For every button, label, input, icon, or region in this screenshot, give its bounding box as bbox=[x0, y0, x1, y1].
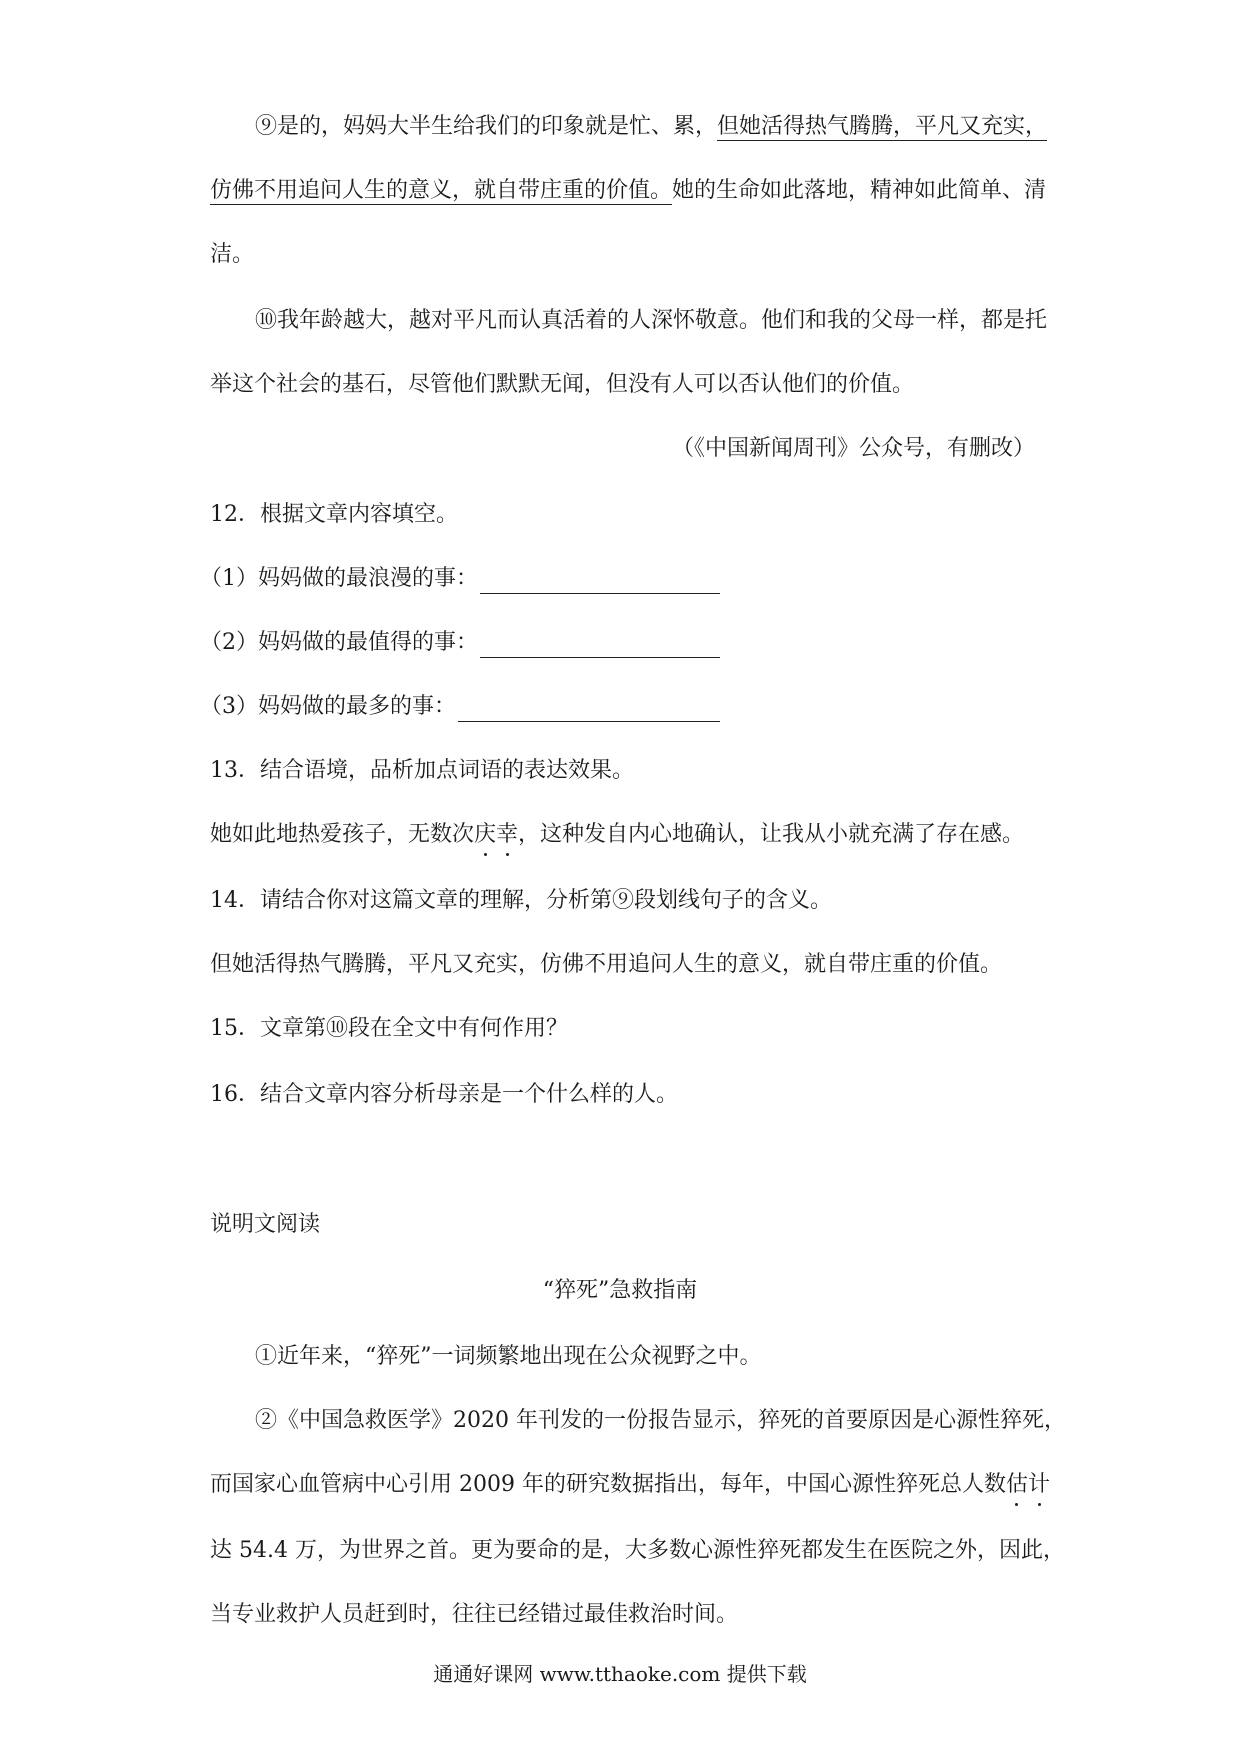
paragraph-9-line-2 bbox=[210, 176, 1047, 206]
question-text: （3）妈妈做的最多的事： bbox=[200, 694, 456, 719]
question-13-sentence bbox=[210, 820, 1040, 850]
paragraph-2-line-4: 当专业救护人员赶到时，往往已经错过最佳救治时间。 bbox=[210, 1602, 739, 1627]
paragraph-2-line-3: 达 54.4 万，为世界之首。更为要命的是，大多数心源性猝死都发生在医院之外，因此， bbox=[210, 1538, 1065, 1563]
dotted-character: 幸 bbox=[496, 822, 519, 847]
answer-blank[interactable] bbox=[458, 697, 720, 722]
answer-blank[interactable] bbox=[480, 569, 720, 594]
paragraph-9-line-3: 洁。 bbox=[210, 242, 255, 267]
paragraph-9-line-1 bbox=[255, 112, 1048, 142]
question-15: 15．文章第⑩段在全文中有何作用？ bbox=[210, 1016, 568, 1041]
dotted-character: 估 bbox=[1005, 1472, 1028, 1497]
question-13: 13．结合语境，品析加点词语的表达效果。 bbox=[210, 758, 634, 783]
paragraph-2-line-2 bbox=[210, 1470, 1051, 1500]
underlined-sentence: 但她活得热气腾腾，平凡又充实， bbox=[717, 114, 1048, 139]
paragraph-10-line-1: ⑩我年龄越大，越对平凡而认真活着的人深怀敬意。他们和我的父母一样，都是托 bbox=[255, 308, 1048, 333]
text: 而国家心血管病中心引用 2009 年的研究数据指出，每年，中国心源性猝死总人数 bbox=[210, 1472, 1006, 1497]
question-12: 12．根据文章内容填空。 bbox=[210, 502, 458, 527]
question-text: （1）妈妈做的最浪漫的事： bbox=[200, 566, 478, 591]
source-citation: （《中国新闻周刊》公众号，有删改） bbox=[671, 436, 1035, 461]
paragraph-10-line-2: 举这个社会的基石，尽管他们默默无闻，但没有人可以否认他们的价值。 bbox=[210, 372, 915, 397]
text: ⑨是的，妈妈大半生给我们的印象就是忙、累， bbox=[255, 114, 718, 139]
text: 她如此地热爱孩子，无数次 bbox=[210, 822, 475, 847]
question-14-quote: 但她活得热气腾腾，平凡又充实，仿佛不用追问人生的意义，就自带庄重的价值。 bbox=[210, 952, 1003, 977]
question-12-1 bbox=[200, 564, 1030, 594]
question-12-3 bbox=[200, 692, 1030, 722]
page-footer: 通通好课网 www.tthaoke.com 提供下载 bbox=[433, 1662, 807, 1686]
answer-blank[interactable] bbox=[480, 633, 720, 658]
text: 她的生命如此落地，精神如此简单、清 bbox=[672, 178, 1047, 203]
dotted-character: 庆 bbox=[474, 822, 497, 847]
article-title: “猝死”急救指南 bbox=[542, 1278, 698, 1303]
question-14: 14．请结合你对这篇文章的理解，分析第⑨段划线句子的含义。 bbox=[210, 888, 832, 913]
question-16: 16．结合文章内容分析母亲是一个什么样的人。 bbox=[210, 1082, 678, 1107]
dotted-character: 计 bbox=[1028, 1472, 1051, 1497]
question-12-2 bbox=[200, 628, 1030, 658]
paragraph-1: ①近年来，“猝死”一词频繁地出现在公众视野之中。 bbox=[255, 1344, 762, 1369]
question-text: （2）妈妈做的最值得的事： bbox=[200, 630, 478, 655]
text: ，这种发自内心地确认，让我从小就充满了存在感。 bbox=[518, 822, 1025, 847]
section-heading: 说明文阅读 bbox=[210, 1212, 321, 1237]
underlined-sentence: 仿佛不用追问人生的意义，就自带庄重的价值。 bbox=[210, 178, 673, 203]
paragraph-2-line-1: ②《中国急救医学》2020 年刊发的一份报告显示，猝死的首要原因是心源性猝死， bbox=[255, 1408, 1066, 1433]
